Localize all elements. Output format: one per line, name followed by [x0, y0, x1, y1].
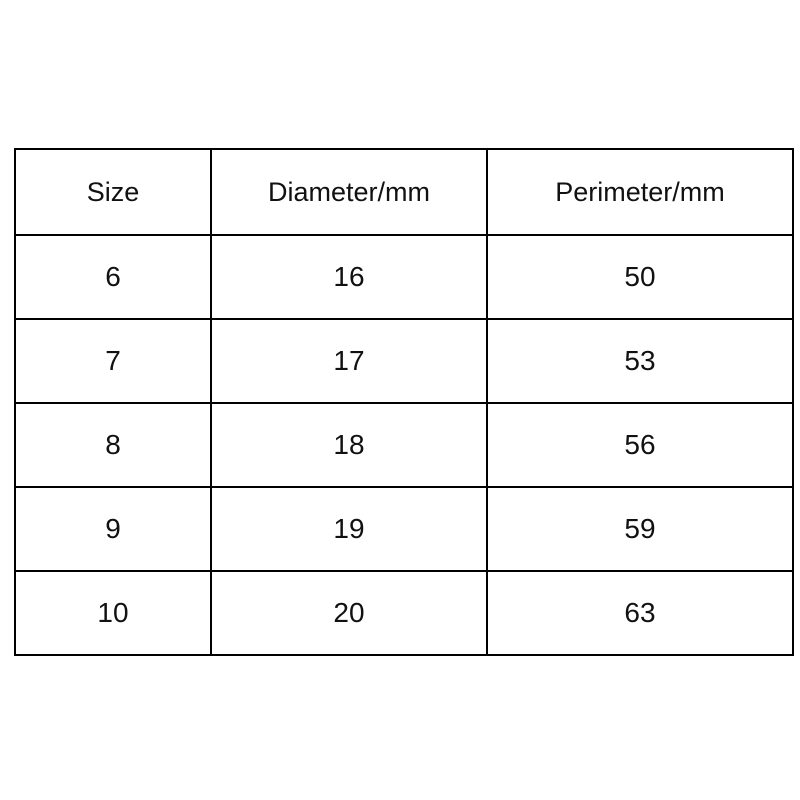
column-header-diameter: Diameter/mm	[211, 149, 487, 235]
table-header-row	[15, 149, 793, 235]
column-header-perimeter: Perimeter/mm	[487, 149, 793, 235]
cell-size: 9	[15, 487, 211, 571]
cell-perimeter: 56	[487, 403, 793, 487]
ring-size-table	[14, 148, 794, 656]
cell-size: 8	[15, 403, 211, 487]
cell-diameter: 19	[211, 487, 487, 571]
column-header-size: Size	[15, 149, 211, 235]
cell-perimeter: 59	[487, 487, 793, 571]
ring-size-table-container	[14, 148, 786, 656]
cell-size: 7	[15, 319, 211, 403]
cell-size: 6	[15, 235, 211, 319]
cell-perimeter: 53	[487, 319, 793, 403]
table-row	[15, 571, 793, 655]
table-row	[15, 235, 793, 319]
cell-diameter: 20	[211, 571, 487, 655]
cell-size: 10	[15, 571, 211, 655]
cell-diameter: 18	[211, 403, 487, 487]
cell-diameter: 16	[211, 235, 487, 319]
table-row	[15, 319, 793, 403]
table-row	[15, 403, 793, 487]
cell-perimeter: 50	[487, 235, 793, 319]
cell-diameter: 17	[211, 319, 487, 403]
table-row	[15, 487, 793, 571]
cell-perimeter: 63	[487, 571, 793, 655]
